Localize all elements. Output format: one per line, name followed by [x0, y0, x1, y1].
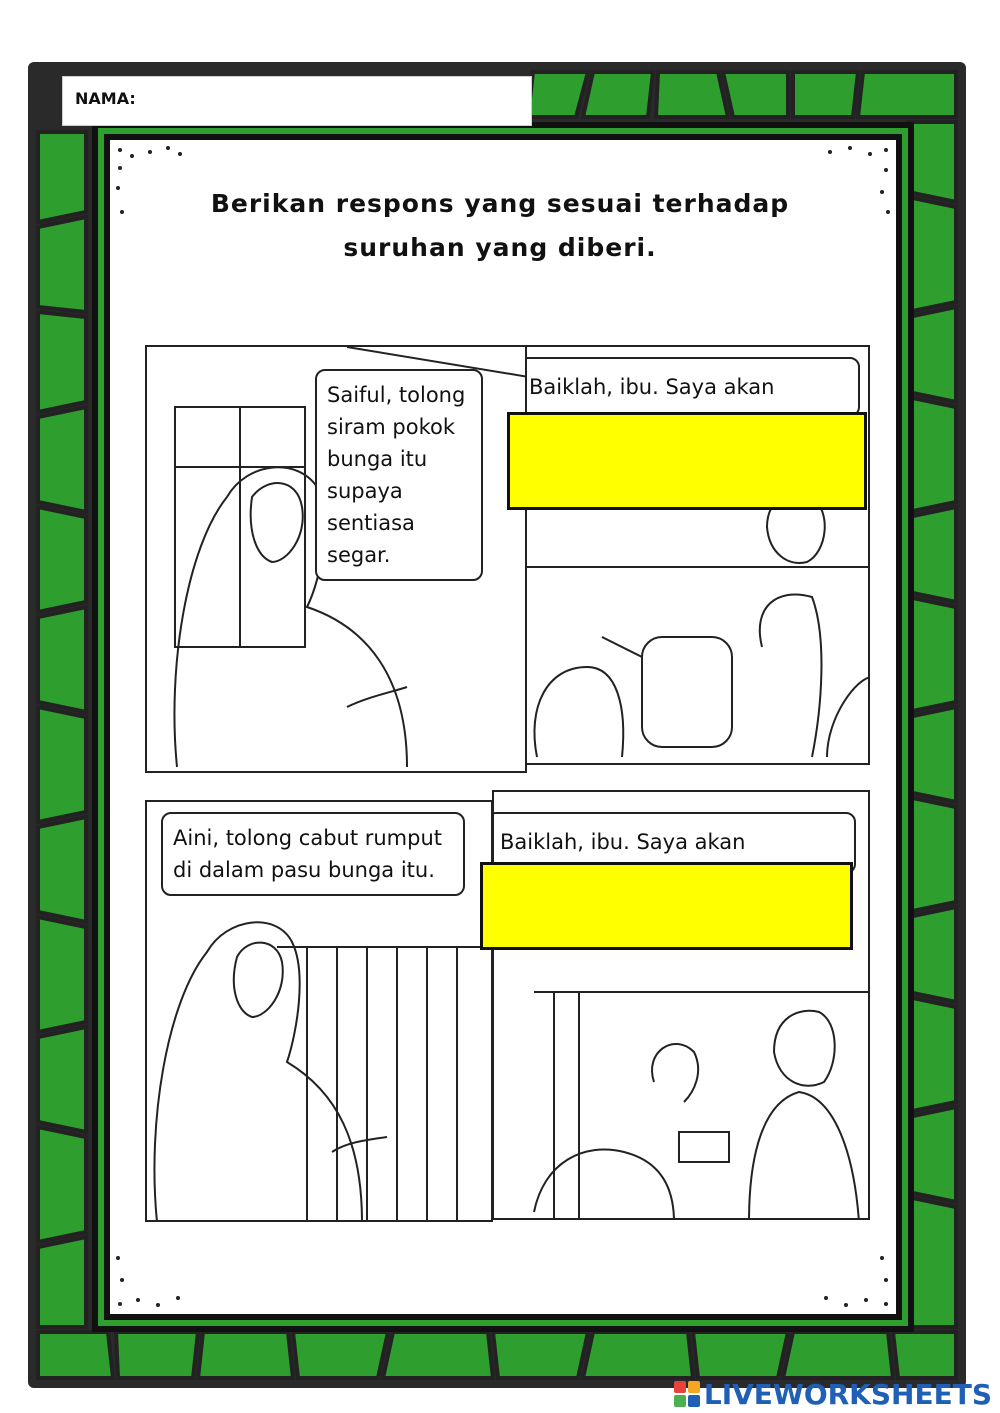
- answer-box-1[interactable]: [507, 412, 867, 510]
- bubble-line: di dalam pasu bunga itu.: [173, 858, 435, 882]
- comic-panel-1-child: [525, 345, 870, 765]
- comic-panel-2-mother: [145, 800, 493, 1222]
- mother-speech-bubble-2: [161, 812, 465, 896]
- liveworksheets-watermark[interactable]: [674, 1378, 992, 1410]
- mother-speech-bubble-1: [315, 369, 483, 581]
- bubble-line: Baiklah, ibu. Saya akan: [529, 375, 775, 399]
- name-label: NAMA:: [75, 89, 136, 108]
- comic-panel-1-mother: [145, 345, 527, 773]
- bubble-line: bunga itu: [327, 447, 428, 471]
- bubble-line: sentiasa: [327, 511, 415, 535]
- bubble-line: siram pokok: [327, 415, 456, 439]
- bubble-line: Aini, tolong cabut rumput: [173, 826, 443, 850]
- bubble-line: supaya: [327, 479, 403, 503]
- answer-box-2[interactable]: [480, 862, 853, 950]
- bubble-line: segar.: [327, 543, 391, 567]
- liveworksheets-logo-icon: [674, 1381, 700, 1407]
- instruction-text: [150, 182, 850, 270]
- child-speech-bubble-1: [525, 357, 860, 417]
- name-field[interactable]: [62, 76, 532, 126]
- bubble-line: Saiful, tolong: [327, 383, 466, 407]
- bubble-line: Baiklah, ibu. Saya akan: [500, 830, 746, 854]
- comic-panel-2-child: [492, 790, 870, 1220]
- watermark-text: LIVEWORKSHEETS: [703, 1377, 992, 1411]
- instruction-line-2: suruhan yang diberi.: [343, 233, 657, 262]
- instruction-line-1: Berikan respons yang sesuai terhadap: [210, 189, 790, 218]
